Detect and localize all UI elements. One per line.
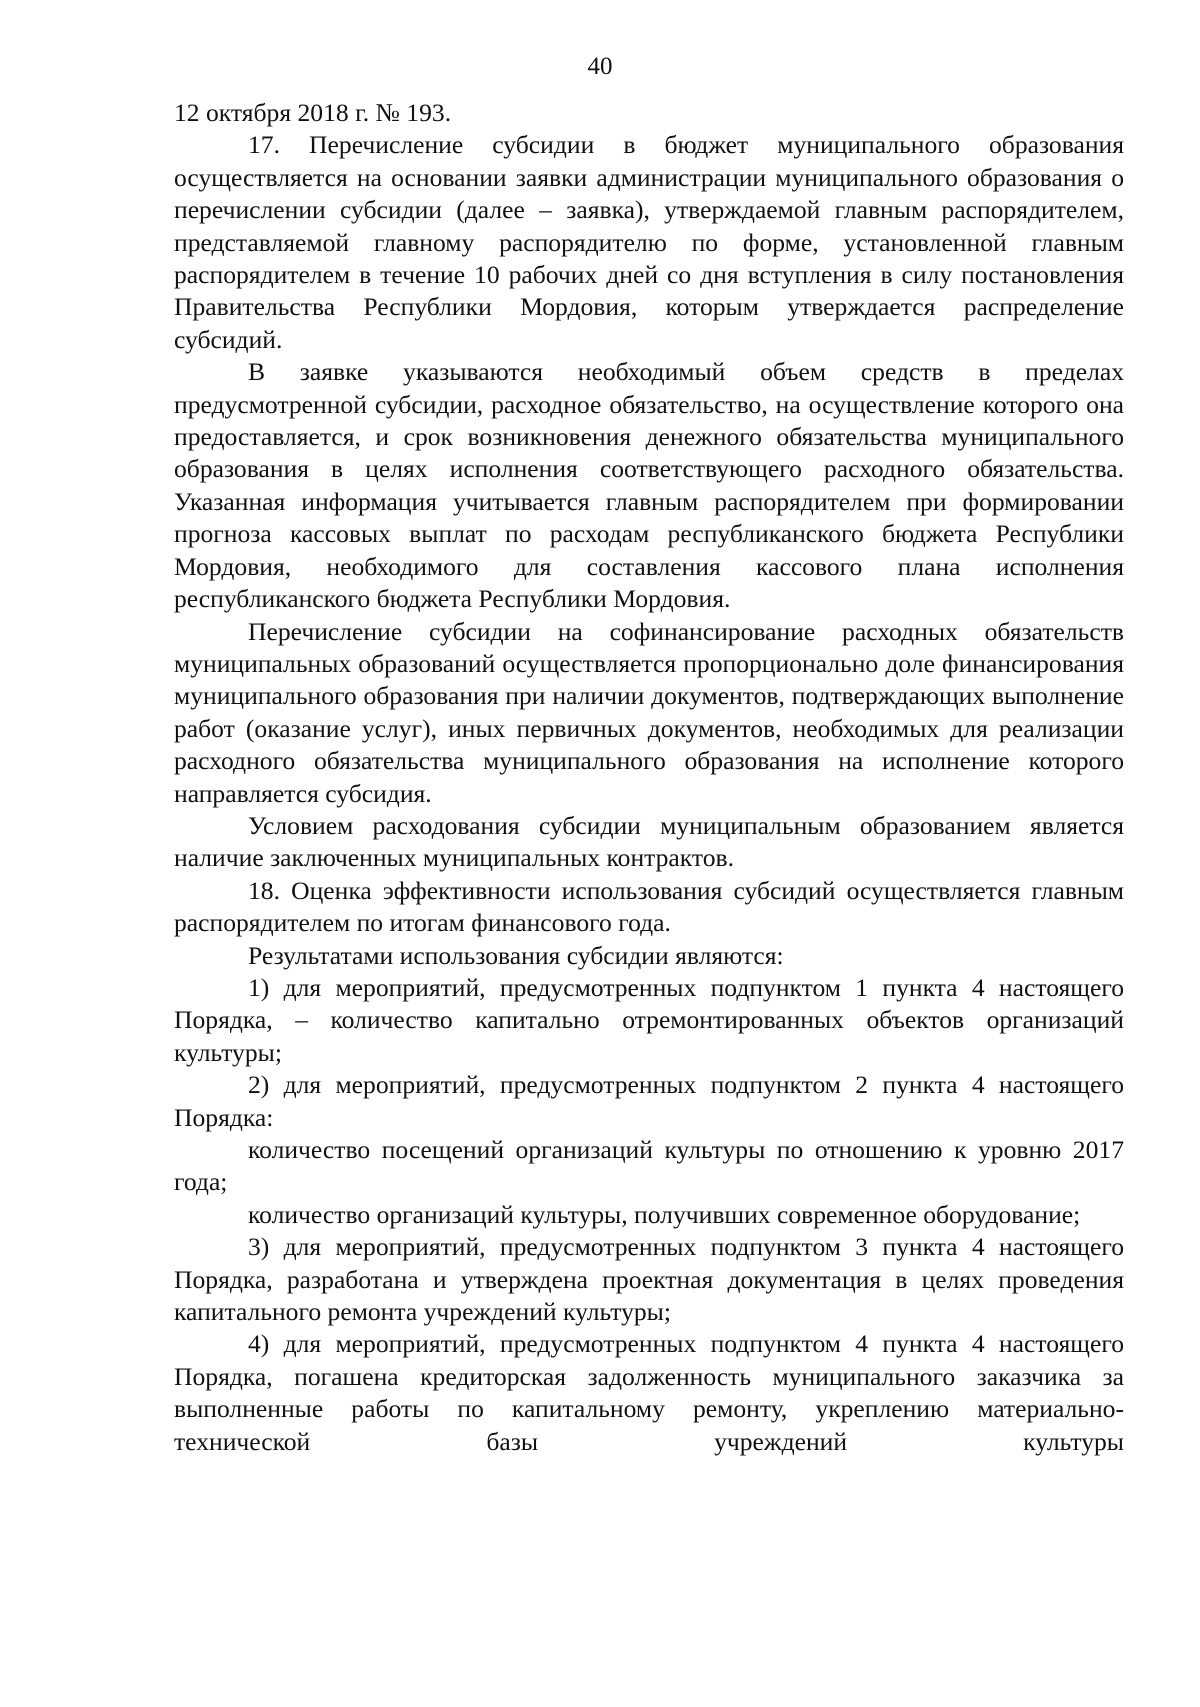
paragraph-application-content: В заявке указываются необходимый объем средств в пределах предусмотренной субсидии, расходное обязательство, на осуществление которого она предоставляется, и срок возникновения денежного обязательства муниципального образования в целях исполнения соответствующего расходного обязательства. Указанная информация учитывается главным распорядителем при формировании прогноза кассовых выплат по расходам республиканского бюджета Республики Мордовия, необходимого для составления кассового плана исполнения республиканского бюджета Республики Мордовия. [174, 357, 1124, 614]
result-item-3: 3) для мероприятий, предусмотренных подпунктом 3 пункта 4 настоящего Порядка, разработана и утверждена проектная документация в целях проведения капитального ремонта учреждений культуры; [174, 1232, 1124, 1327]
paragraph-spending-condition: Условием расходования субсидии муниципальным образованием является наличие заключенных муниципальных контрактов. [174, 810, 1124, 873]
paragraph-18: 18. Оценка эффективности использования субсидий осуществляется главным распорядителем по итогам финансового года. [174, 875, 1124, 938]
paragraph-17: 17. Перечисление субсидии в бюджет муниципального образования осуществляется на основании заявки администрации муниципального образования о перечислении субсидии (далее – заявка), утверждаемой главным распорядителем, представляемой главному распорядителю по форме, установленной главным распорядителем в течение 10 рабочих дней со дня вступления в силу постановления Правительства Республики Мордовия, которым утверждается распределение субсидий. [174, 130, 1124, 354]
result-item-2-equipment: количество организаций культуры, получивших современное оборудование; [248, 1199, 1081, 1229]
paragraph-transfer-cofinancing: Перечисление субсидии на софинансирование расходных обязательств муниципальных образований осуществляется пропорционально доле финансирования муниципального образования при наличии документов, подтверждающих выполнение работ (оказание услуг), иных первичных документов, необходимых для реализации расходного обязательства муниципального образования на исполнение которого направляется субсидия. [174, 616, 1124, 808]
result-item-2-visits: количество посещений организаций культуры по отношению к уровню 2017 года; [174, 1135, 1124, 1197]
result-item-2: 2) для мероприятий, предусмотренных подпунктом 2 пункта 4 настоящего Порядка: [174, 1070, 1124, 1132]
result-item-4: 4) для мероприятий, предусмотренных подпунктом 4 пункта 4 настоящего Порядка, погашена кредиторская задолженность муниципального заказчика за выполненные работы по капитальному ремонту, укреплению материально-технической базы учреждений культуры [174, 1329, 1124, 1456]
document-body [174, 97, 1124, 1458]
paragraph-results-intro: Результатами использования субсидии являются: [248, 940, 784, 970]
result-item-1: 1) для мероприятий, предусмотренных подпунктом 1 пункта 4 настоящего Порядка, – количество капитально отремонтированных объектов организаций культуры; [174, 972, 1124, 1067]
document-date-line: 12 октября 2018 г. № 193. [174, 98, 452, 127]
page-number: 40 [587, 53, 613, 80]
